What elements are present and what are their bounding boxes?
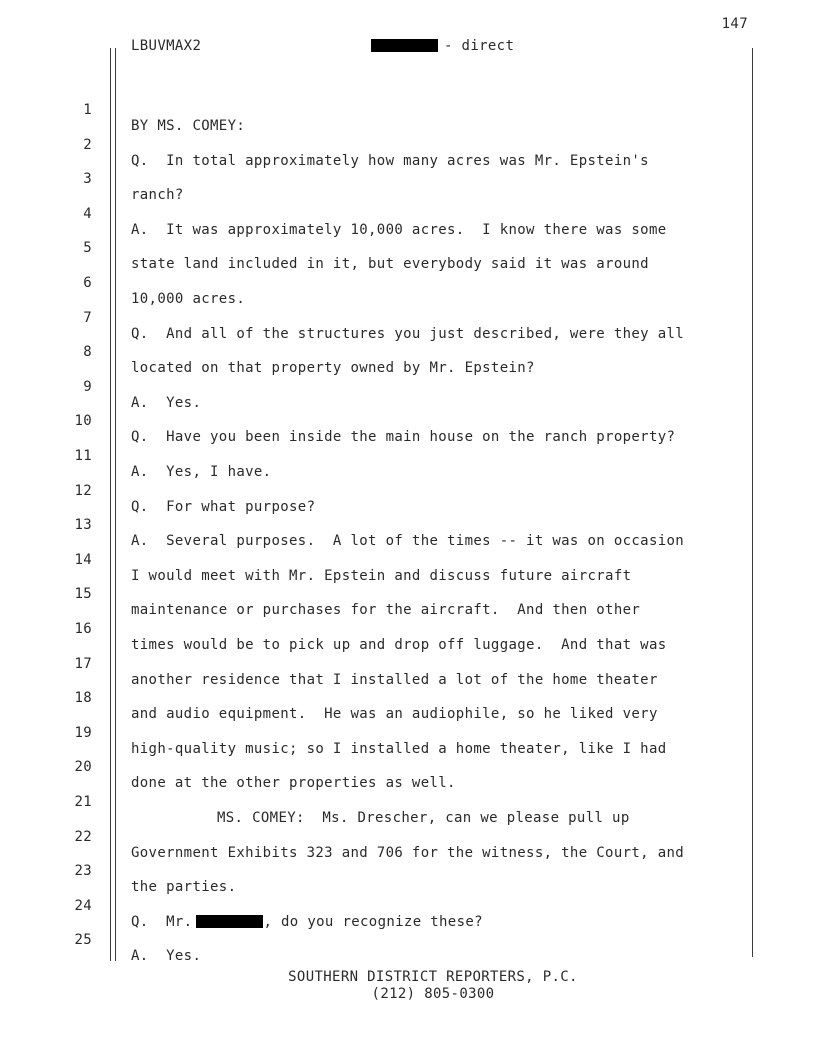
line-number: 14 bbox=[74, 551, 92, 568]
transcript-line bbox=[0, 536, 816, 584]
line-number: 2 bbox=[83, 136, 92, 153]
line-text: BY MS. COMEY: bbox=[131, 118, 246, 134]
line-number: 16 bbox=[74, 621, 92, 637]
header-section bbox=[371, 38, 514, 54]
footer-phone: (212) 805-0300 bbox=[371, 986, 495, 1002]
line-text: Q. And all of the structures you just described, were they all bbox=[131, 325, 685, 342]
transcript-line bbox=[0, 844, 816, 896]
line-text: MS. COMEY: Ms. Drescher, can we please pull up bbox=[217, 810, 630, 826]
line-number: 18 bbox=[74, 690, 92, 707]
line-text: maintenance or purchases for the aircraft. And then other bbox=[131, 602, 641, 619]
line-text: and audio equipment. He was an audiophile, so he liked very bbox=[131, 706, 658, 723]
line-text: located on that property owned by Mr. Epstein? bbox=[131, 360, 535, 377]
line-number: 1 bbox=[83, 102, 92, 118]
line-text: ranch? bbox=[131, 187, 184, 204]
line-number: 23 bbox=[74, 863, 92, 880]
transcript-line bbox=[0, 363, 816, 411]
page-number: 147 bbox=[721, 16, 748, 32]
line-number: 5 bbox=[83, 240, 92, 257]
section-label: - direct bbox=[444, 38, 515, 54]
transcript-line bbox=[0, 152, 816, 204]
line-number: 6 bbox=[83, 275, 92, 291]
line-number: 11 bbox=[74, 448, 92, 464]
transcript-line bbox=[0, 778, 816, 826]
line-number: 19 bbox=[74, 724, 92, 741]
line-number: 8 bbox=[83, 344, 92, 361]
line-text: A. Yes. bbox=[131, 394, 202, 411]
line-text: high-quality music; so I installed a home theater, like I had bbox=[131, 740, 667, 757]
line-text: times would be to pick up and drop off luggage. And that was bbox=[131, 637, 667, 653]
line-number: 13 bbox=[74, 517, 92, 534]
transcript-line bbox=[0, 86, 816, 134]
transcript-line bbox=[0, 190, 816, 238]
transcript-line bbox=[0, 259, 816, 307]
line-number: 7 bbox=[83, 309, 92, 326]
transcript-line bbox=[0, 882, 816, 930]
line-text: I would meet with Mr. Epstein and discuss future aircraft bbox=[131, 567, 632, 584]
line-number: 20 bbox=[74, 759, 92, 776]
transcript-line bbox=[0, 121, 816, 169]
line-text: Q. For what purpose? bbox=[131, 498, 316, 515]
transcript-line bbox=[0, 467, 816, 515]
transcript-line bbox=[0, 913, 816, 965]
line-text: Q. In total approximately how many acres was Mr. Epstein's bbox=[131, 152, 649, 169]
line-number: 21 bbox=[74, 794, 92, 810]
transcript-line bbox=[0, 325, 816, 377]
line-text: done at the other properties as well. bbox=[131, 775, 456, 792]
line-text: A. Yes. bbox=[131, 948, 202, 965]
line-text: state land included in it, but everybody said it was around bbox=[131, 256, 649, 273]
transcript-line bbox=[0, 709, 816, 757]
line-text: Q. Have you been inside the main house on the ranch property? bbox=[131, 429, 676, 446]
line-number: 9 bbox=[83, 378, 92, 395]
line-number: 4 bbox=[83, 205, 92, 222]
line-text: the parties. bbox=[131, 879, 237, 896]
transcript-line bbox=[0, 813, 816, 861]
line-text: A. Several purposes. A lot of the times -- it was on occasion bbox=[131, 533, 685, 550]
line-text: A. Yes, I have. bbox=[131, 464, 272, 480]
transcript-line bbox=[0, 221, 816, 273]
line-number: 25 bbox=[74, 932, 92, 949]
line-number: 17 bbox=[74, 655, 92, 672]
line-number: 22 bbox=[74, 828, 92, 845]
transcript-line bbox=[0, 605, 816, 653]
line-text-after: , do you recognize these? bbox=[263, 913, 483, 930]
line-number: 12 bbox=[74, 482, 92, 499]
redaction-block bbox=[371, 39, 438, 52]
line-number: 3 bbox=[83, 171, 92, 188]
line-text: A. It was approximately 10,000 acres. I know there was some bbox=[131, 221, 667, 238]
transcript-line bbox=[0, 740, 816, 792]
transcript-line bbox=[0, 432, 816, 480]
transcript-line bbox=[0, 294, 816, 342]
footer-reporter: SOUTHERN DISTRICT REPORTERS, P.C. bbox=[288, 969, 578, 985]
transcript-line bbox=[0, 640, 816, 688]
line-number: 24 bbox=[74, 897, 92, 914]
transcript-line bbox=[0, 498, 816, 550]
line-text: Government Exhibits 323 and 706 for the witness, the Court, and bbox=[131, 844, 685, 861]
line-text-before: Q. Mr. bbox=[131, 913, 193, 930]
line-number: 10 bbox=[74, 413, 92, 430]
transcript-line bbox=[0, 567, 816, 619]
line-text: 10,000 acres. bbox=[131, 291, 246, 307]
transcript-line bbox=[0, 394, 816, 446]
transcript-line bbox=[0, 671, 816, 723]
case-code: LBUVMAX2 bbox=[131, 38, 202, 54]
line-text: another residence that I installed a lot of the home theater bbox=[131, 671, 658, 688]
line-number: 15 bbox=[74, 586, 92, 603]
